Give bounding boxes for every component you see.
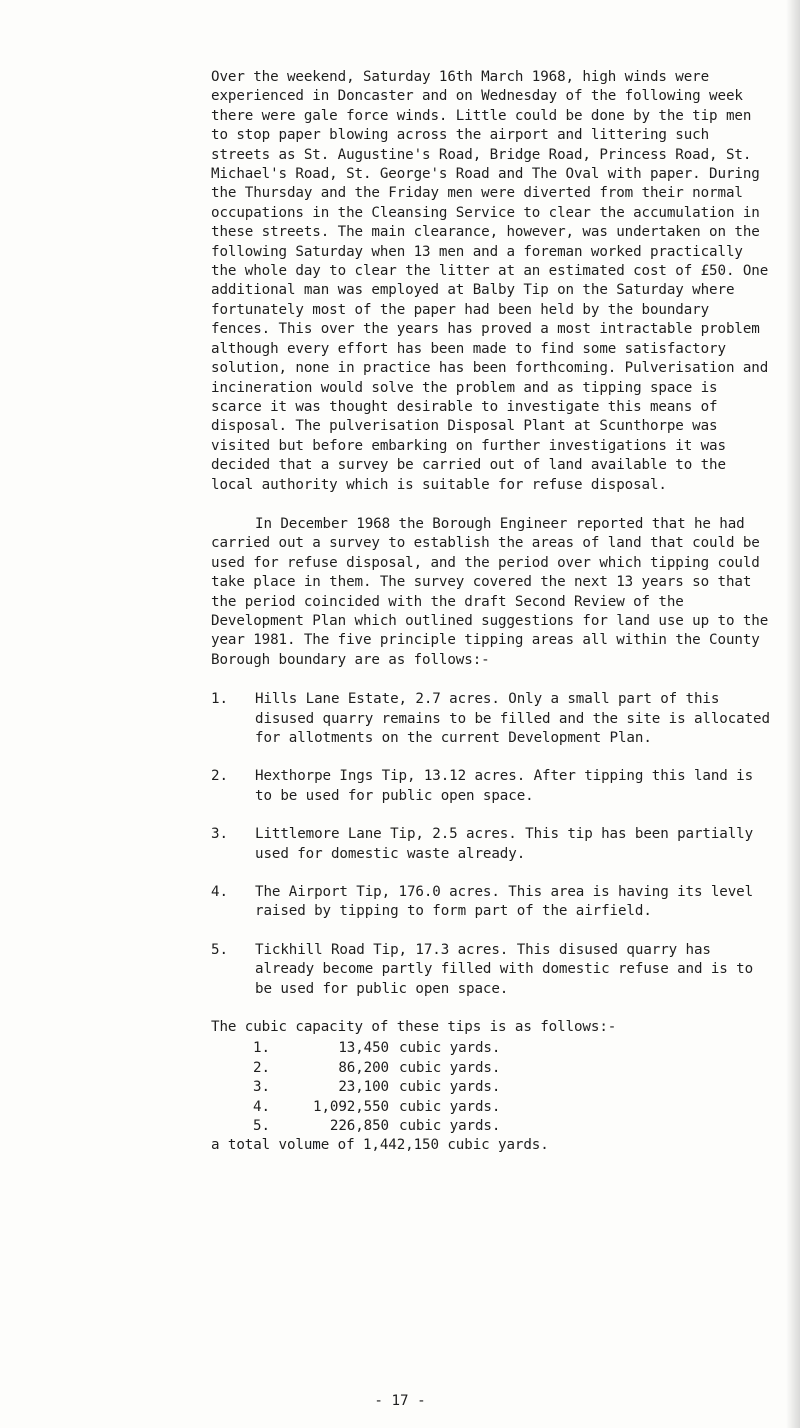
- list-item: [211, 941, 771, 999]
- cubic-capacity-table: [253, 1039, 771, 1136]
- list-item-number: 1.: [211, 691, 228, 708]
- tipping-areas-list: [211, 690, 779, 999]
- list-item-text: The Airport Tip, 176.0 acres. This area is having its level raised by tipping to form part of the airfield.: [255, 884, 762, 920]
- list-item: [211, 767, 771, 806]
- page-number: - 17 -: [374, 1393, 426, 1409]
- list-item-text: Hexthorpe Ings Tip, 13.12 acres. After tipping this land is to be used for public open space.: [255, 768, 762, 804]
- table-row: [253, 1078, 771, 1097]
- list-item-number: 3.: [211, 826, 228, 843]
- table-row-unit: cubic yards.: [399, 1098, 501, 1115]
- list-item-number: 5.: [211, 941, 228, 958]
- table-row: [253, 1059, 771, 1078]
- page-edge-shadow: [786, 0, 800, 1428]
- table-row-unit: cubic yards.: [399, 1079, 501, 1096]
- table-row: [253, 1117, 771, 1136]
- table-row-value: 86,200: [338, 1059, 389, 1076]
- list-item-text: Littlemore Lane Tip, 2.5 acres. This tip has been partially used for domestic waste already.: [255, 826, 762, 862]
- survey-paragraph: In December 1968 the Borough Engineer reported that he had carried out a survey to establish the areas of land that could be used for refuse disposal, and the period over which tipping could take place in them. The survey covered the next 13 years so that the period coincided with the draft Second Review of the Development Plan which outlined suggestions for land use up to the year 1981. The five principle tipping areas all within the County Borough boundary are as follows:-: [211, 515, 777, 668]
- table-row-index: 1.: [253, 1040, 270, 1057]
- list-item: [211, 825, 771, 864]
- list-item-number: 4.: [211, 884, 228, 901]
- list-item: [211, 883, 771, 922]
- table-row-unit: cubic yards.: [399, 1118, 501, 1135]
- list-item-number: 2.: [211, 768, 228, 785]
- table-row-unit: cubic yards.: [399, 1040, 501, 1057]
- list-item: [211, 690, 779, 748]
- body-text: [211, 68, 779, 1156]
- table-row-index: 2.: [253, 1059, 270, 1076]
- table-row-value: 1,092,550: [313, 1098, 389, 1115]
- table-row: [253, 1039, 771, 1058]
- list-item-text: Tickhill Road Tip, 17.3 acres. This disused quarry has already become partly filled with domestic refuse and is to be used for public open space.: [255, 941, 762, 997]
- table-row-index: 3.: [253, 1079, 270, 1096]
- table-row: [253, 1098, 771, 1117]
- cubic-capacity-intro: The cubic capacity of these tips is as follows:-: [211, 1019, 617, 1036]
- table-row-value: 13,450: [338, 1040, 389, 1057]
- table-row-unit: cubic yards.: [399, 1059, 501, 1076]
- list-item-text: Hills Lane Estate, 2.7 acres. Only a small part of this disused quarry remains to be filled and the site is allocated for allotments on the current Development Plan.: [255, 691, 779, 746]
- table-row-index: 4.: [253, 1098, 270, 1115]
- table-row-value: 23,100: [338, 1079, 389, 1096]
- intro-paragraph: Over the weekend, Saturday 16th March 1968, high winds were experienced in Doncaster and on Wednesday of the following week there were gale force winds. Little could be done by the tip men to stop paper blowing across the airport and littering such streets as St. Augustine's Road, Bridge Road, Princess Road, St. Michael's Road, St. George's Road and The Oval with paper. During the Thursday and the Friday men were diverted from their normal occupations in the Cleansing Service to clear the accumulation in these streets. The main clearance, however, was undertaken on the following Saturday when 13 men and a foreman worked practically the whole day to clear the litter at an estimated cost of £50. One additional man was employed at Balby Tip on the Saturday where fortunately most of the paper had been held by the boundary fences. This over the years has proved a most intractable problem although every effort has been made to find some satisfactory solution, none in practice has been forthcoming. Pulverisation and incineration would solve the problem and as tipping space is scarce it was thought desirable to investigate this means of disposal. The pulverisation Disposal Plant at Scunthorpe was visited but before embarking on further investigations it was decided that a survey be carried out of land available to the local authority which is suitable for refuse disposal.: [211, 69, 777, 493]
- total-volume: a total volume of 1,442,150 cubic yards.: [211, 1137, 549, 1154]
- table-row-value: 226,850: [329, 1118, 389, 1135]
- table-row-index: 5.: [253, 1118, 270, 1135]
